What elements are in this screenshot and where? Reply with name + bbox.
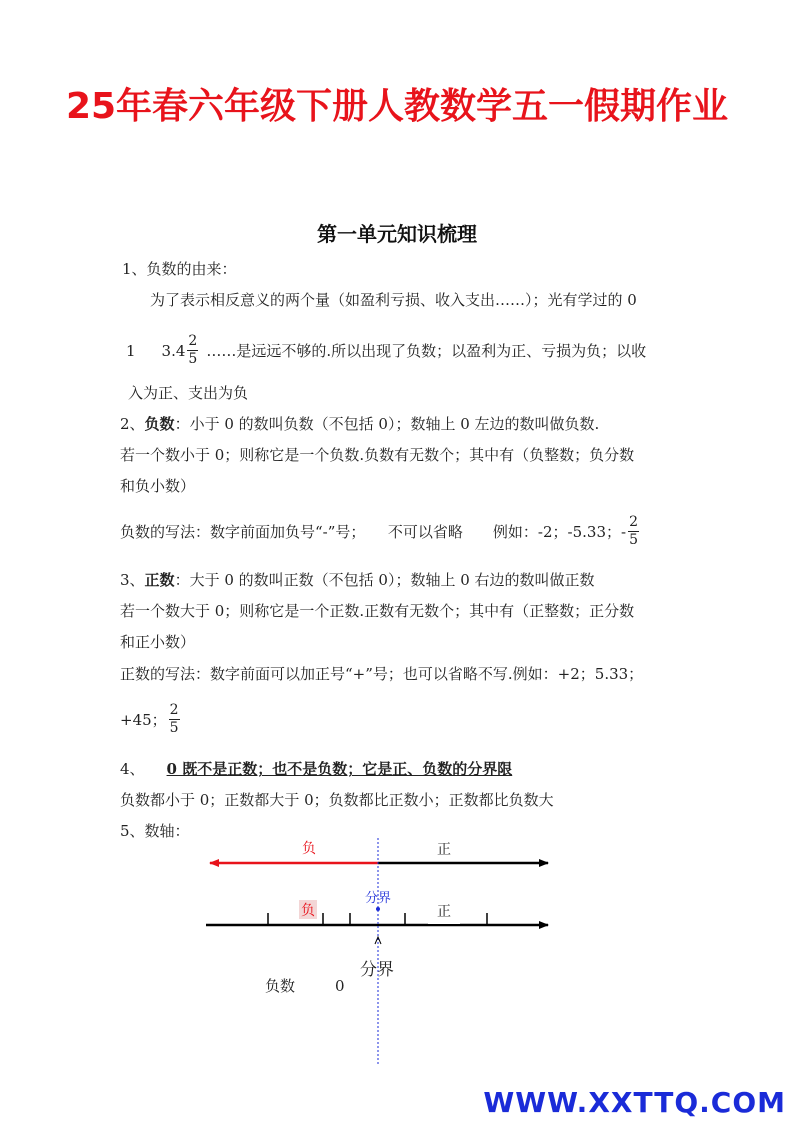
item2-number: 2、 — [120, 415, 145, 433]
item1-line3: 入为正、支出为负 — [128, 384, 249, 402]
item3-def-text: ：大于 0 的数叫正数（不包括 0）；数轴上 0 右边的数叫做正数 — [174, 571, 595, 589]
item3-line2: 若一个数大于 0；则称它是一个正数.正数有无数个；其中有（正整数；正分数 — [120, 602, 635, 620]
footer-watermark: WWW.XXTTQ.COM — [483, 1086, 786, 1119]
zero-label: 0 — [335, 977, 345, 995]
item3-writing: 正数的写法：数字前面可以加正号“+”号；也可以省略不写.例如：+2；5.33； — [120, 665, 644, 683]
item4-line2: 负数都小于 0；正数都大于 0；负数都比正数小；正数都比负数大 — [120, 791, 554, 809]
item1-one: 1 — [126, 341, 136, 360]
negative-label-mid: 负 — [301, 903, 315, 919]
item1-heading: 1、负数的由来： — [122, 260, 237, 278]
boundary-label-small: 分界 — [365, 891, 392, 906]
item2-frac-den: 5 — [629, 532, 638, 548]
page-title: 25年春六年级下册人教数学五一假期作业 — [65, 86, 729, 127]
positive-label-top: 正 — [437, 842, 451, 858]
item2-writing-text: 负数的写法：数字前面加负号“-”号； 不可以省略 例如：-2；-5.33；- — [120, 522, 627, 541]
item1-decimal: 3.4 — [161, 341, 186, 360]
item5-heading: 5、数轴： — [120, 822, 190, 840]
item4-statement-text: 0 既不是正数；也不是负数；它是正、负数的分界限 — [166, 760, 513, 778]
item3-number: 3、 — [120, 571, 145, 589]
item1-frac-den: 5 — [188, 351, 198, 367]
boundary-label-large: 分界 — [360, 960, 394, 980]
item3-term: 正数 — [144, 571, 175, 589]
item1-line1: 为了表示相反意义的两个量（如盈利亏损、收入支出……）；光有学过的 0 — [150, 291, 637, 309]
item2-frac-num: 2 — [629, 514, 638, 530]
item2-line2: 若一个数小于 0；则称它是一个负数.负数有无数个；其中有（负整数；负分数 — [120, 446, 635, 464]
positive-label-mid: 正 — [437, 904, 451, 920]
section-title: 第一单元知识梳理 — [317, 222, 477, 246]
item3-example-prefix: +45； — [120, 710, 167, 729]
item2-term: 负数 — [144, 415, 175, 433]
item1-frac-num: 2 — [188, 333, 198, 349]
item3-frac-num: 2 — [169, 702, 179, 718]
item3-line3: 和正小数） — [120, 633, 196, 651]
item3-frac-den: 5 — [169, 720, 179, 736]
item4-number: 4、 — [120, 760, 145, 778]
item2-def-text: ：小于 0 的数叫负数（不包括 0）；数轴上 0 左边的数叫做负数. — [174, 415, 600, 433]
negative-numbers-label: 负数 — [265, 977, 296, 995]
item1-line2-rest: ……是远远不够的.所以出现了负数；以盈利为正、亏损为负；以收 — [206, 341, 647, 360]
item2-line3: 和负小数） — [120, 477, 196, 495]
negative-label-top: 负 — [302, 841, 316, 857]
